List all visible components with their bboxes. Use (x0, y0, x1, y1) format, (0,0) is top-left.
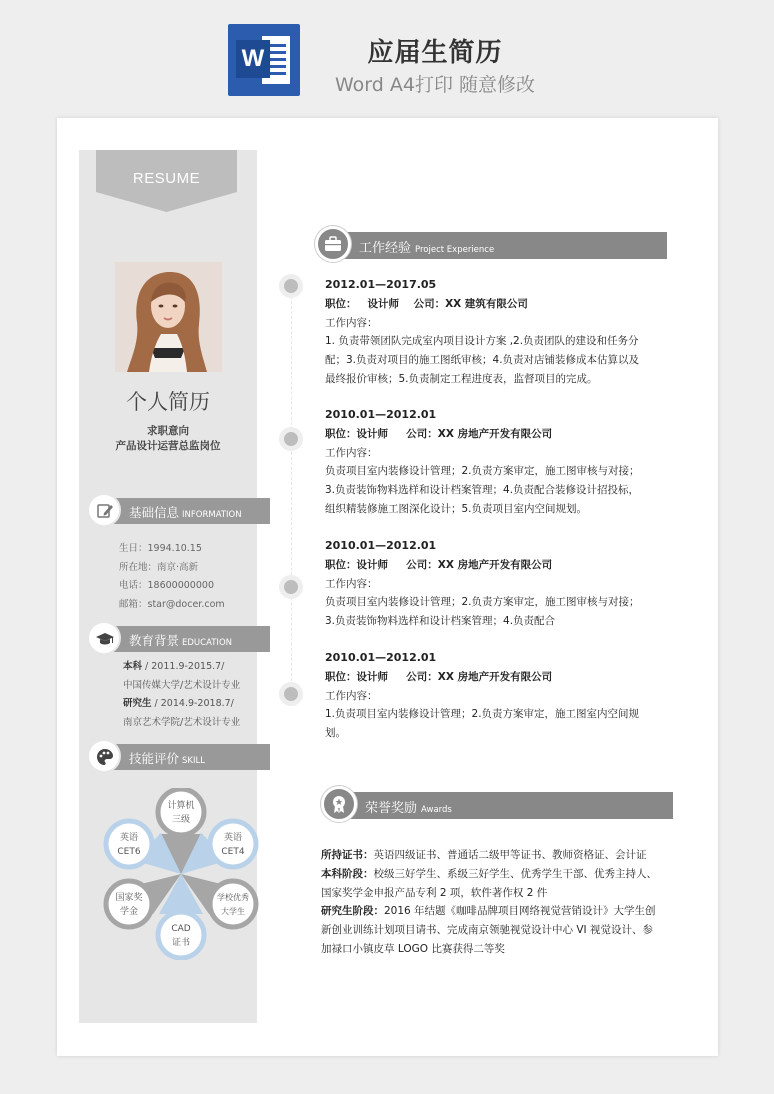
job-position: 职位：设计师 公司：XX 房地产开发有限公司 (325, 558, 553, 571)
job-intent-value: 产品设计运营总监岗位 (115, 440, 221, 452)
doc-title: 应届生简历 (367, 38, 503, 68)
award-line: 国家奖学金申报产品专利 2 项，软件著作权 2 件 (321, 886, 548, 899)
svg-text:学金: 学金 (119, 907, 139, 917)
job-date: 2010.01—2012.01 (325, 408, 437, 421)
basic-info-title: 基础信息 INFORMATION (129, 505, 242, 520)
word-logo-icon (228, 24, 300, 96)
award-certificates: 所持证书：英语四级证书、普通话二级甲等证书、教师资格证、会计证 (321, 849, 647, 861)
doc-subtitle: Word A4打印 随意修改 (334, 74, 535, 96)
svg-text:英语: 英语 (119, 833, 139, 843)
edu-school: 南京艺术学院/艺术设计专业 (123, 716, 241, 728)
timeline-dot (279, 427, 303, 451)
experience-header (315, 230, 667, 258)
info-birthday: 生日：1994.10.15 (119, 543, 202, 554)
timeline-dot (279, 274, 303, 298)
edu-item: 研究生 / 2014.9-2018.7/ (123, 698, 234, 710)
svg-text:国家奖: 国家奖 (115, 893, 143, 903)
palette-icon (87, 739, 121, 773)
svg-text:证书: 证书 (171, 938, 191, 948)
resume-banner (96, 150, 237, 212)
job-line: 3.负责装饰物料选样和设计档案管理；4.负责配合 (325, 615, 556, 628)
skill-cet6 (106, 821, 152, 867)
award-graduate: 研究生阶段：2016 年结题《咖啡品牌项目网络视觉营销设计》大学生创 (321, 905, 656, 918)
job-entry-1 (325, 276, 665, 389)
award-line: 新创业训练计划项目请书、完成南京领驰视觉设计中心 VI 视觉设计、参 (321, 924, 653, 937)
svg-text:大学生: 大学生 (221, 907, 245, 916)
award-line: 加禄口小镇皮草 LOGO 比赛获得二等奖 (321, 942, 505, 955)
job-line: 配；3.负责对项目的施工图纸审核；4.负责对店铺装修成本估算以及 (325, 354, 640, 367)
award-medal-icon (321, 786, 357, 822)
svg-text:三级: 三级 (171, 815, 191, 825)
job-date: 2010.01—2012.01 (325, 651, 437, 664)
skill-title: 技能评价 SKILL (129, 751, 205, 766)
info-phone: 电话：18600000000 (119, 580, 214, 592)
skill-cad (158, 912, 204, 958)
skill-header (87, 742, 270, 770)
awards-title: 荣誉奖励 Awards (365, 801, 452, 816)
svg-text:英语: 英语 (223, 833, 243, 843)
timeline-dot (279, 575, 303, 599)
skill-computer (158, 789, 204, 835)
job-entry-3 (325, 537, 665, 631)
job-position: 职位： 设计师 公司：XX 建筑有限公司 (325, 297, 528, 310)
award-undergrad: 本科阶段：校级三好学生、系级三好学生、优秀学生干部、优秀主持人、 (321, 867, 657, 880)
skill-excellent (210, 881, 256, 927)
timeline-dot (279, 682, 303, 706)
awards-header (321, 790, 673, 818)
graduation-cap-icon (87, 621, 121, 655)
job-position: 职位：设计师 公司：XX 房地产开发有限公司 (325, 427, 553, 440)
job-intent-label: 求职意向 (147, 425, 189, 437)
job-line: 负责项目室内装修设计管理；2.负责方案审定，施工图审核与对接； (325, 596, 640, 609)
job-line: 划。 (325, 727, 346, 740)
top-header (0, 0, 774, 110)
skills-diagram (101, 788, 261, 960)
job-entry-4 (325, 649, 665, 743)
job-date: 2012.01—2017.05 (325, 278, 437, 291)
education-header (87, 624, 270, 652)
svg-text:CET6: CET6 (117, 847, 141, 857)
info-location: 所在地：南京·高新 (119, 561, 199, 573)
sidebar (79, 150, 257, 1023)
svg-text:CET4: CET4 (221, 847, 245, 857)
job-content-label: 工作内容： (325, 689, 378, 702)
svg-text:CAD: CAD (171, 924, 191, 934)
edu-item: 本科 / 2011.9-2015.7/ (123, 661, 225, 672)
job-line: 负责项目室内装修设计管理；2.负责方案审定，施工图审核与对接； (325, 465, 640, 478)
job-line: 3.负责装饰物料选样和设计档案管理；4.负责配合装修设计招投标， (325, 484, 640, 497)
job-line: 最终报价审核；5.负责制定工程进度表，监督项目的完成。 (325, 372, 598, 385)
education-title: 教育背景 EDUCATION (129, 633, 232, 648)
job-line: 组织精装修施工图深化设计；5.负责项目室内空间规划。 (325, 502, 588, 515)
job-intent (79, 424, 257, 454)
job-date: 2010.01—2012.01 (325, 539, 437, 552)
education-list (123, 658, 240, 732)
job-content-label: 工作内容： (325, 446, 378, 459)
svg-text:计算机: 计算机 (167, 801, 195, 811)
word-letter: W (236, 40, 270, 78)
edu-school: 中国传媒大学/艺术设计专业 (123, 679, 241, 691)
resume-paper (57, 118, 718, 1056)
awards-list (321, 846, 671, 959)
timeline-line (291, 286, 292, 706)
resume-banner-text: RESUME (132, 170, 201, 187)
basic-info-header (87, 496, 270, 524)
job-content-label: 工作内容： (325, 577, 378, 590)
job-content-label: 工作内容： (325, 316, 378, 329)
briefcase-icon (315, 226, 351, 262)
job-line: 1. 负责带领团队完成室内项目设计方案 ,2.负责团队的建设和任务分 (325, 335, 639, 348)
job-entry-2 (325, 406, 665, 519)
edit-icon (87, 493, 121, 527)
info-email: 邮箱：star@docer.com (119, 598, 225, 610)
sidebar-name: 个人简历 (126, 390, 210, 414)
svg-text:学校优秀: 学校优秀 (217, 893, 249, 902)
profile-photo (115, 262, 222, 372)
job-line: 1.负责项目室内装修设计管理；2.负责方案审定，施工图室内空间规 (325, 708, 640, 721)
skill-scholarship (106, 881, 152, 927)
skill-cet4 (210, 821, 256, 867)
job-position: 职位：设计师 公司：XX 房地产开发有限公司 (325, 670, 553, 683)
basic-info-list (119, 540, 225, 614)
experience-title: 工作经验 Project Experience (359, 241, 495, 256)
